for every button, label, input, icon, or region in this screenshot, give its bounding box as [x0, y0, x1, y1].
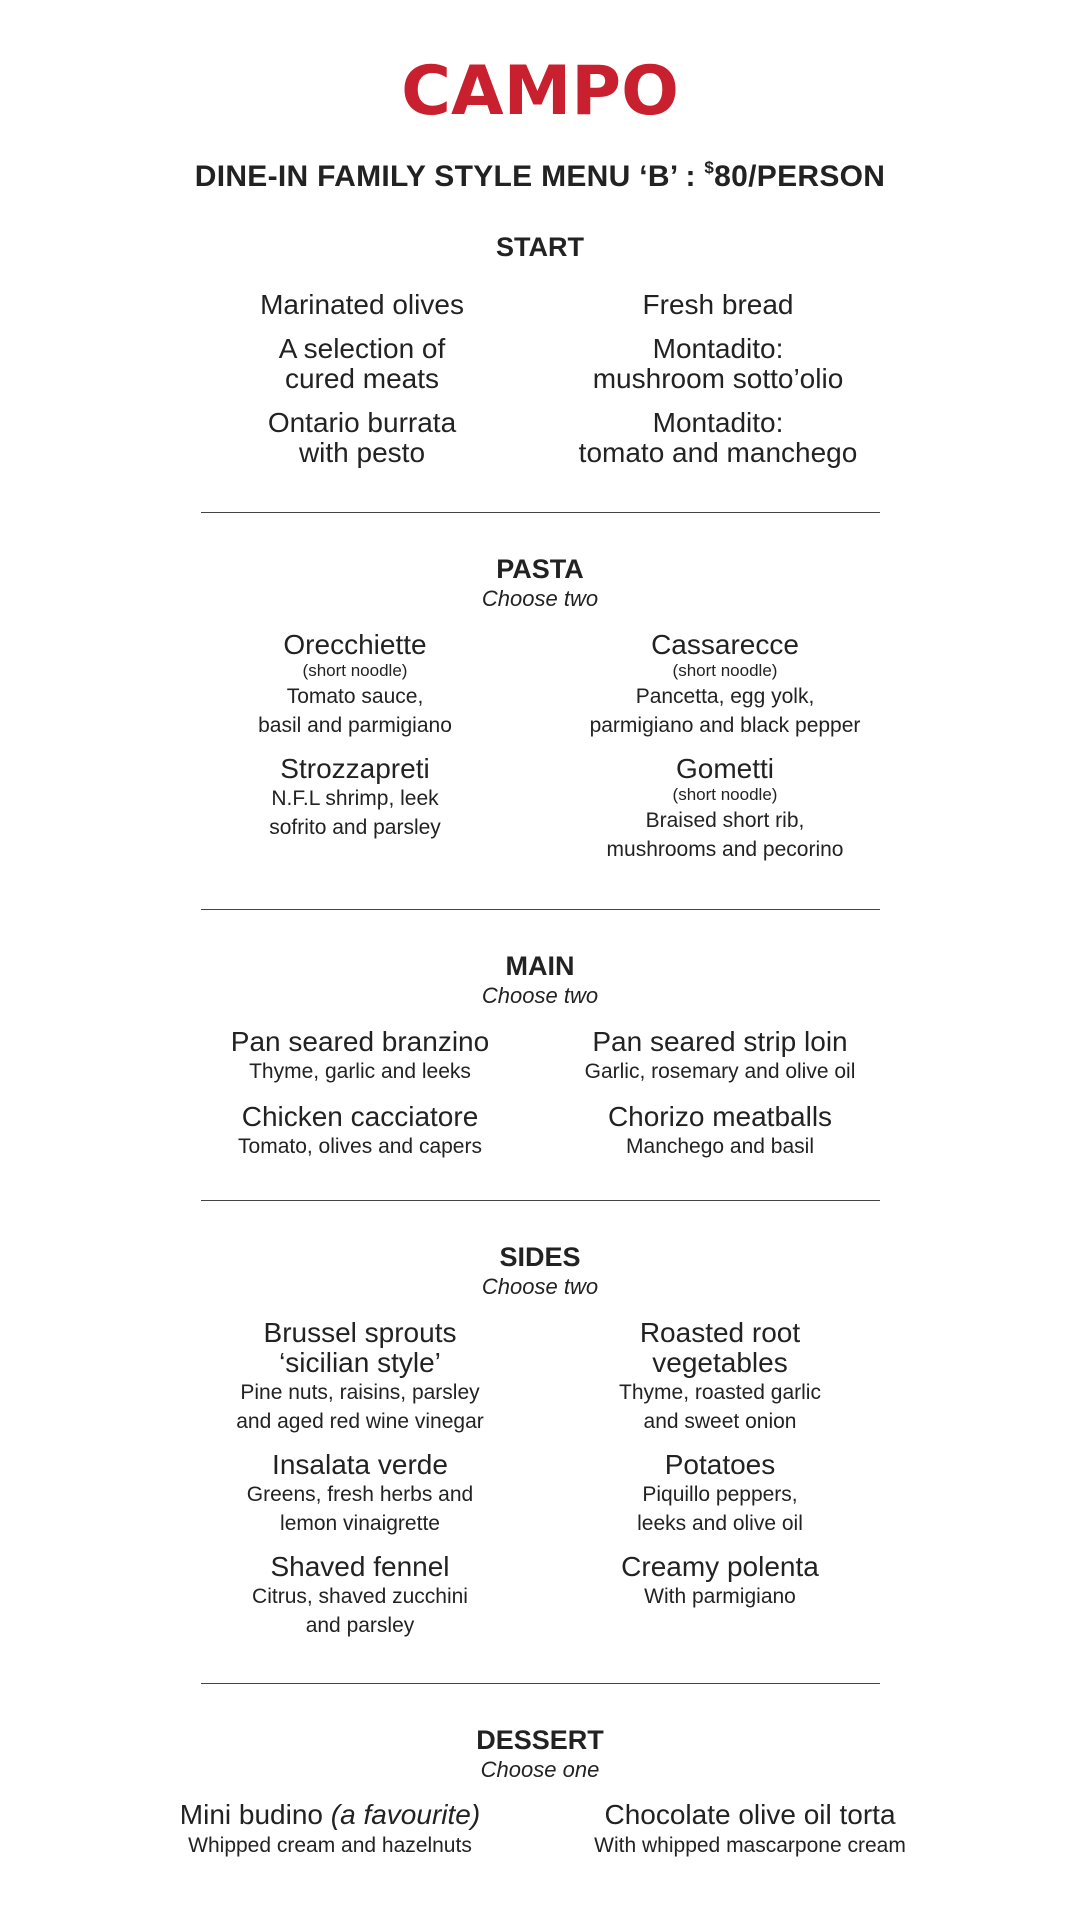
menu-item [545, 1027, 895, 1086]
item-name: Pan seared strip loin [592, 1026, 848, 1057]
sides-left-column [200, 1318, 520, 1654]
item-description: Greens, fresh herbs and [246, 1483, 474, 1506]
item-description: Manchego and basil [626, 1135, 814, 1158]
item-name: Gometti [675, 753, 775, 784]
menu-item [200, 1552, 520, 1640]
item-description: Tomato sauce, [286, 685, 424, 708]
menu-item [150, 1800, 510, 1862]
dessert-right-column [565, 1800, 935, 1862]
item-name: Montadito: [652, 407, 784, 438]
item-name-line2: ‘sicilian style’ [279, 1347, 441, 1378]
menu-item [565, 1800, 935, 1862]
item-name-line2: with pesto [298, 437, 426, 468]
menu-item [212, 290, 512, 320]
sides-right-column [570, 1318, 870, 1625]
menu-item [570, 1318, 870, 1436]
item-description: With parmigiano [644, 1585, 796, 1608]
item-name-text: Mini budino [179, 1799, 331, 1830]
item-description: Thyme, roasted garlic [619, 1381, 821, 1404]
item-description: Pancetta, egg yolk, [635, 685, 815, 708]
item-description-line2: sofrito and parsley [269, 816, 441, 839]
item-name: Potatoes [664, 1449, 776, 1480]
menu-item [212, 334, 512, 394]
pasta-left-column [205, 630, 505, 856]
item-name-italic: (a favourite) [330, 1799, 481, 1830]
item-name: A selection of [278, 333, 446, 364]
section-divider [201, 909, 880, 910]
item-description: N.F.L shrimp, leek [271, 787, 439, 810]
start-right-column [548, 290, 888, 482]
menu-item [200, 1318, 520, 1436]
item-description: Thyme, garlic and leeks [249, 1060, 471, 1083]
item-note: (short noodle) [302, 661, 408, 680]
menu-item [548, 334, 888, 394]
item-name: Creamy polenta [621, 1551, 819, 1582]
choose-instruction: Choose two [481, 586, 599, 611]
item-description-line2: and parsley [305, 1614, 415, 1637]
menu-item [205, 630, 505, 740]
menu-title-prefix: DINE-IN FAMILY STYLE MENU ‘B’ : [194, 160, 705, 193]
menu-item [212, 408, 512, 468]
item-description: Piquillo peppers, [642, 1483, 798, 1506]
menu-price: 80/PERSON [714, 160, 886, 193]
item-name-line2: cured meats [284, 363, 440, 394]
item-name: Chorizo meatballs [607, 1101, 833, 1132]
choose-instruction: Choose two [481, 983, 599, 1008]
item-description-line2: and sweet onion [643, 1410, 797, 1433]
menu-title [0, 160, 1080, 194]
pasta-right-column [550, 630, 900, 878]
item-description: Pine nuts, raisins, parsley [240, 1381, 480, 1404]
section-divider [201, 1683, 880, 1684]
item-name: Chicken cacciatore [241, 1101, 479, 1132]
item-name: Strozzapreti [280, 753, 430, 784]
item-note: (short noodle) [672, 785, 778, 804]
menu-item [205, 754, 505, 842]
item-name: Pan seared branzino [230, 1026, 490, 1057]
section-heading-dessert: DESSERT [476, 1725, 604, 1755]
brand-logo: CAMPO [401, 52, 679, 131]
item-name: Brussel sprouts [263, 1317, 457, 1348]
item-name: Insalata verde [272, 1449, 448, 1480]
item-name: Fresh bread [642, 289, 794, 320]
item-name [150, 1800, 510, 1830]
item-description-line2: lemon vinaigrette [280, 1512, 440, 1535]
menu-item [210, 1102, 510, 1161]
choose-instruction: Choose two [481, 1274, 599, 1299]
currency-symbol: $ [704, 158, 715, 177]
item-note: (short noodle) [672, 661, 778, 680]
item-description-line2: parmigiano and black pepper [589, 714, 861, 737]
section-heading-start: START [496, 232, 584, 262]
menu-item [570, 1552, 870, 1611]
menu-item [210, 1027, 510, 1086]
section-heading-pasta: PASTA [496, 554, 584, 584]
menu-item [545, 1102, 895, 1161]
item-name: Cassarecce [651, 629, 799, 660]
item-description: With whipped mascarpone cream [594, 1834, 906, 1857]
item-name: Shaved fennel [270, 1551, 450, 1582]
item-name: Chocolate olive oil torta [604, 1799, 896, 1830]
dessert-left-column [150, 1800, 510, 1862]
menu-item [550, 630, 900, 740]
item-description-line2: and aged red wine vinegar [236, 1410, 484, 1433]
item-name-line2: tomato and manchego [578, 437, 858, 468]
item-description: Garlic, rosemary and olive oil [584, 1060, 856, 1083]
item-name-line2: mushroom sotto’olio [592, 363, 844, 394]
section-heading-main: MAIN [505, 951, 575, 981]
main-left-column [210, 1027, 510, 1175]
section-divider [201, 1200, 880, 1201]
item-name: Ontario burrata [267, 407, 457, 438]
menu-item [548, 290, 888, 320]
item-name: Montadito: [652, 333, 784, 364]
menu-item [570, 1450, 870, 1538]
item-name: Marinated olives [260, 289, 464, 320]
menu-item [200, 1450, 520, 1538]
item-name: Roasted root [639, 1317, 801, 1348]
section-divider [201, 512, 880, 513]
item-description-line2: basil and parmigiano [258, 714, 452, 737]
section-heading-sides: SIDES [499, 1242, 581, 1272]
menu-item [550, 754, 900, 864]
item-description-line2: leeks and olive oil [637, 1512, 803, 1535]
item-name-line2: vegetables [652, 1347, 788, 1378]
item-description: Whipped cream and hazelnuts [188, 1834, 472, 1857]
item-description: Tomato, olives and capers [238, 1135, 482, 1158]
choose-instruction: Choose one [480, 1757, 600, 1782]
item-description: Braised short rib, [645, 809, 805, 832]
item-description-line2: mushrooms and pecorino [606, 838, 844, 861]
item-description: Citrus, shaved zucchini [252, 1585, 468, 1608]
menu-item [548, 408, 888, 468]
start-left-column [212, 290, 512, 482]
item-name: Orecchiette [283, 629, 427, 660]
main-right-column [545, 1027, 895, 1175]
